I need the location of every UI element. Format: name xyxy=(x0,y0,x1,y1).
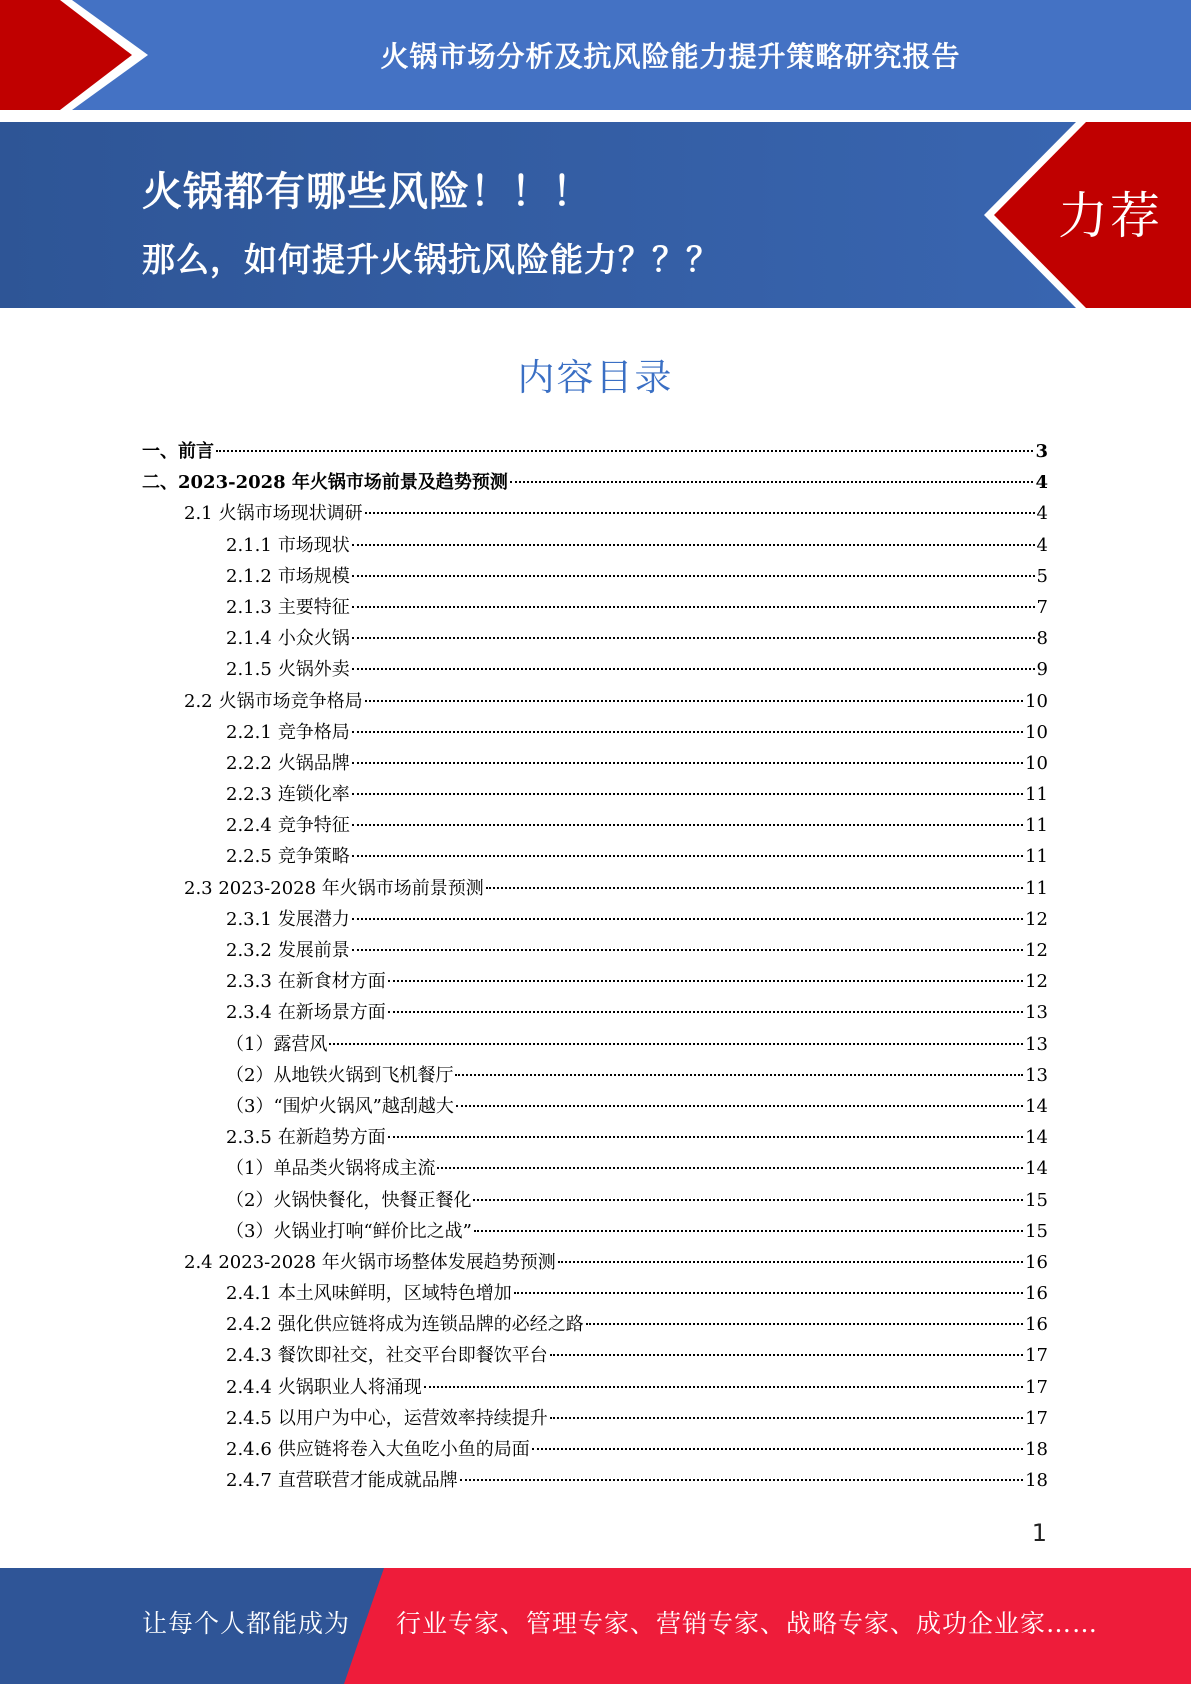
toc-entry[interactable] xyxy=(142,436,1048,467)
toc-entry-number: 2.1.2 xyxy=(226,565,272,587)
toc-entry-title: 一、前言 xyxy=(142,441,214,462)
hero-banner xyxy=(0,122,1191,308)
toc-entry-page: 11 xyxy=(1025,877,1048,899)
toc-dot-leader xyxy=(550,1417,1023,1419)
toc-entry[interactable] xyxy=(142,1185,1048,1216)
toc-entry-page: 18 xyxy=(1025,1439,1048,1460)
toc-entry-page: 4 xyxy=(1036,534,1048,556)
toc-entry[interactable] xyxy=(142,779,1048,810)
toc-entry-title: 竞争策略 xyxy=(277,846,350,868)
toc-entry-page: 13 xyxy=(1025,1002,1048,1024)
toc-entry[interactable] xyxy=(142,1029,1048,1060)
toc-entry[interactable] xyxy=(142,1091,1048,1122)
toc-entry-title: 强化供应链将成为连锁品牌的必经之路 xyxy=(277,1314,584,1336)
toc-entry-number: 2.2.2 xyxy=(226,752,272,774)
toc-dot-leader xyxy=(437,1167,1023,1169)
toc-entry-page: 16 xyxy=(1025,1314,1048,1336)
toc-entry-page: 7 xyxy=(1036,596,1048,618)
toc-entry-title: 发展前景 xyxy=(277,940,350,961)
toc-dot-leader xyxy=(352,606,1035,608)
toc-entry-number: 2.4.3 xyxy=(226,1345,272,1367)
page-number: 1 xyxy=(1031,1519,1047,1547)
toc-entry-page: 14 xyxy=(1025,1158,1048,1180)
toc-entry-page: 4 xyxy=(1036,503,1048,525)
toc-dot-leader xyxy=(329,1043,1023,1045)
toc-entry-title: 以用户为中心，运营效率持续提升 xyxy=(277,1407,548,1429)
toc-entry[interactable] xyxy=(142,561,1048,592)
toc-entry-number: 2.4.2 xyxy=(226,1314,272,1336)
top-banner xyxy=(0,0,1191,110)
toc-entry-page: 14 xyxy=(1025,1095,1048,1117)
toc-entry[interactable] xyxy=(142,1278,1048,1309)
toc-entry-title: 连锁化率 xyxy=(277,784,350,806)
toc-entry-title: （2）从地铁火锅到飞机餐厅 xyxy=(226,1064,454,1086)
toc-entry-page: 17 xyxy=(1025,1376,1048,1398)
toc-title: 内容目录 xyxy=(517,356,674,399)
toc-dot-leader xyxy=(532,1448,1023,1450)
toc-dot-leader xyxy=(460,1479,1023,1481)
toc-entry-page: 11 xyxy=(1025,846,1048,868)
toc-entry-number: 2.4.4 xyxy=(226,1376,272,1398)
toc-entry-number: 2.1.1 xyxy=(226,534,272,556)
toc-entry-number: 2.1.3 xyxy=(226,596,272,618)
toc-entry-page: 4 xyxy=(1035,472,1048,494)
toc-entry-title: 市场现状 xyxy=(277,534,350,556)
footer-roles: 行业专家、管理专家、营销专家、战略专家、成功企业家…… xyxy=(396,1609,1099,1638)
toc-entry[interactable] xyxy=(142,1153,1048,1184)
toc-dot-leader xyxy=(365,512,1035,514)
toc-entry-page: 13 xyxy=(1025,1033,1048,1055)
toc-entry[interactable] xyxy=(142,997,1048,1028)
toc-entry-number: 2.4.6 xyxy=(226,1439,272,1460)
toc-entry-title: 竞争特征 xyxy=(277,815,350,837)
toc-dot-leader xyxy=(365,700,1023,702)
toc-entry-page: 13 xyxy=(1025,1064,1048,1086)
toc-entry-title: 火锅职业人将涌现 xyxy=(277,1376,422,1398)
toc-entry-page: 10 xyxy=(1025,721,1048,743)
toc-entry[interactable] xyxy=(142,1403,1048,1434)
toc-entry-title: 本土风味鲜明，区域特色增加 xyxy=(277,1283,512,1305)
toc-entry-number: 2.3.2 xyxy=(226,940,272,961)
toc-entry-page: 16 xyxy=(1025,1283,1048,1305)
footer-banner xyxy=(0,1568,1191,1684)
toc-entry-number: 2.2 xyxy=(184,690,213,712)
toc-entry-page: 12 xyxy=(1025,940,1048,961)
toc-entry-page: 11 xyxy=(1025,815,1048,837)
toc-entry-number: 2.3.3 xyxy=(226,971,272,993)
toc-dot-leader xyxy=(352,918,1023,920)
toc-entry-title: 在新场景方面 xyxy=(277,1002,386,1024)
toc-entry-number: 2.4.7 xyxy=(226,1470,272,1492)
toc-entry-title: 竞争格局 xyxy=(277,721,350,743)
toc-entry-number: 2.3.4 xyxy=(226,1002,272,1024)
toc-entry-title: （2）火锅快餐化，快餐正餐化 xyxy=(226,1189,472,1211)
toc-entry-title: 在新趋势方面 xyxy=(277,1127,386,1149)
toc-entry-number: 2.1.5 xyxy=(226,659,272,681)
toc-entry-page: 15 xyxy=(1025,1220,1048,1242)
toc-dot-leader xyxy=(388,1011,1023,1013)
toc-dot-leader xyxy=(510,481,1034,483)
toc-entry-page: 14 xyxy=(1025,1127,1048,1149)
toc-entry[interactable] xyxy=(142,1216,1048,1247)
toc-entry[interactable] xyxy=(142,935,1048,966)
footer-slogan: 让每个人都能成为 xyxy=(142,1609,351,1638)
toc-dot-leader xyxy=(352,668,1035,670)
toc-dot-leader xyxy=(424,1386,1023,1388)
toc-dot-leader xyxy=(456,1105,1023,1107)
toc-entry-number: 2.2.1 xyxy=(226,721,272,743)
toc-entry-page: 3 xyxy=(1035,441,1048,462)
toc-entry-number: 2.1 xyxy=(184,503,213,525)
hero-headline: 火锅都有哪些风险！！！ xyxy=(142,169,593,215)
toc-dot-leader xyxy=(550,1354,1023,1356)
toc-dot-leader xyxy=(586,1323,1023,1325)
toc-entry[interactable] xyxy=(142,810,1048,841)
toc-dot-leader xyxy=(352,824,1023,826)
toc-entry[interactable] xyxy=(142,1465,1048,1496)
toc-entry-page: 8 xyxy=(1036,628,1048,650)
toc-entry-page: 16 xyxy=(1025,1251,1048,1273)
toc-entry[interactable] xyxy=(142,873,1048,904)
toc-entry[interactable] xyxy=(142,904,1048,935)
toc-entry-title: 主要特征 xyxy=(277,596,350,618)
toc-entry-page: 15 xyxy=(1025,1189,1048,1211)
toc-entry-title: 餐饮即社交，社交平台即餐饮平台 xyxy=(277,1345,548,1367)
toc-entry-title: 二、2023-2028 年火锅市场前景及趋势预测 xyxy=(142,472,508,494)
toc-entry-title: 火锅市场竞争格局 xyxy=(218,690,363,712)
toc-entry-title: 火锅市场现状调研 xyxy=(218,503,363,525)
toc-entry-number: 2.3.1 xyxy=(226,908,272,930)
toc-entry-title: 直营联营才能成就品牌 xyxy=(277,1470,458,1492)
toc-entry[interactable] xyxy=(142,1340,1048,1371)
toc-entry-page: 11 xyxy=(1025,784,1048,806)
toc-dot-leader xyxy=(473,1199,1023,1201)
toc-entry-title: 市场规模 xyxy=(277,565,350,587)
toc-dot-leader xyxy=(455,1074,1023,1076)
toc-dot-leader xyxy=(558,1261,1023,1263)
toc-entry[interactable] xyxy=(142,748,1048,779)
toc-entry[interactable] xyxy=(142,498,1048,529)
toc-entry[interactable] xyxy=(142,1247,1048,1278)
toc-dot-leader xyxy=(474,1230,1023,1232)
toc-entry-title: 火锅品牌 xyxy=(277,752,350,774)
toc-dot-leader xyxy=(352,575,1035,577)
toc-entry[interactable] xyxy=(142,467,1048,498)
toc-entry-page: 17 xyxy=(1025,1345,1048,1367)
toc-entry-page: 10 xyxy=(1025,690,1048,712)
toc-entry[interactable] xyxy=(142,1434,1048,1465)
toc-entry[interactable] xyxy=(142,717,1048,748)
hero-subheadline: 那么，如何提升火锅抗风险能力？？？ xyxy=(142,240,720,279)
toc-entry-page: 10 xyxy=(1025,752,1048,774)
toc-entry[interactable] xyxy=(142,1060,1048,1091)
toc-entry-title: 2.3 2023-2028 年火锅市场前景预测 xyxy=(184,877,484,899)
toc-entry[interactable] xyxy=(142,966,1048,997)
toc-dot-leader xyxy=(486,887,1023,889)
toc-dot-leader xyxy=(352,793,1023,795)
toc-entry-title: （1）单品类火锅将成主流 xyxy=(226,1158,436,1180)
toc-dot-leader xyxy=(352,855,1023,857)
toc-entry-page: 5 xyxy=(1036,565,1048,587)
toc-entry[interactable] xyxy=(142,623,1048,654)
table-of-contents xyxy=(142,436,1048,1496)
report-title: 火锅市场分析及抗风险能力提升策略研究报告 xyxy=(380,40,961,73)
toc-entry-title: 发展潜力 xyxy=(277,908,350,930)
toc-entry[interactable] xyxy=(142,841,1048,872)
toc-entry-title: 供应链将卷入大鱼吃小鱼的局面 xyxy=(277,1439,530,1460)
toc-entry-number: 2.2.4 xyxy=(226,815,272,837)
toc-entry-number: 2.4.5 xyxy=(226,1407,272,1429)
toc-entry[interactable] xyxy=(142,686,1048,717)
toc-dot-leader xyxy=(352,544,1035,546)
toc-entry-title: 小众火锅 xyxy=(277,628,350,650)
toc-entry-page: 18 xyxy=(1025,1470,1048,1492)
toc-dot-leader xyxy=(216,450,1033,452)
toc-entry-number: 2.4.1 xyxy=(226,1283,272,1305)
toc-entry-number: 2.1.4 xyxy=(226,628,272,650)
toc-entry[interactable] xyxy=(142,1122,1048,1153)
toc-entry[interactable] xyxy=(142,530,1048,561)
toc-entry-title: 火锅外卖 xyxy=(277,659,350,681)
toc-entry-number: 2.3.5 xyxy=(226,1127,272,1149)
toc-entry-number: 2.2.5 xyxy=(226,846,272,868)
toc-dot-leader xyxy=(388,980,1023,982)
toc-entry[interactable] xyxy=(142,654,1048,685)
toc-entry-page: 12 xyxy=(1025,971,1048,993)
toc-entry-title: （3）“围炉火锅风”越刮越大 xyxy=(226,1095,454,1117)
toc-entry-title: （1）露营风 xyxy=(226,1033,328,1055)
toc-entry-page: 12 xyxy=(1025,908,1048,930)
toc-dot-leader xyxy=(388,1136,1023,1138)
recommend-badge: 力荐 xyxy=(1058,187,1162,245)
toc-entry[interactable] xyxy=(142,1309,1048,1340)
toc-entry-title: （3）火锅业打响“鲜价比之战” xyxy=(226,1220,472,1242)
toc-dot-leader xyxy=(352,762,1023,764)
toc-entry[interactable] xyxy=(142,592,1048,623)
toc-dot-leader xyxy=(352,949,1023,951)
toc-entry-page: 17 xyxy=(1025,1407,1048,1429)
toc-dot-leader xyxy=(514,1292,1023,1294)
toc-entry-page: 9 xyxy=(1036,659,1048,681)
toc-dot-leader xyxy=(352,731,1023,733)
toc-entry[interactable] xyxy=(142,1372,1048,1403)
toc-dot-leader xyxy=(352,637,1035,639)
toc-entry-title: 2.4 2023-2028 年火锅市场整体发展趋势预测 xyxy=(184,1251,556,1273)
toc-entry-number: 2.2.3 xyxy=(226,784,272,806)
toc-entry-title: 在新食材方面 xyxy=(277,971,386,993)
